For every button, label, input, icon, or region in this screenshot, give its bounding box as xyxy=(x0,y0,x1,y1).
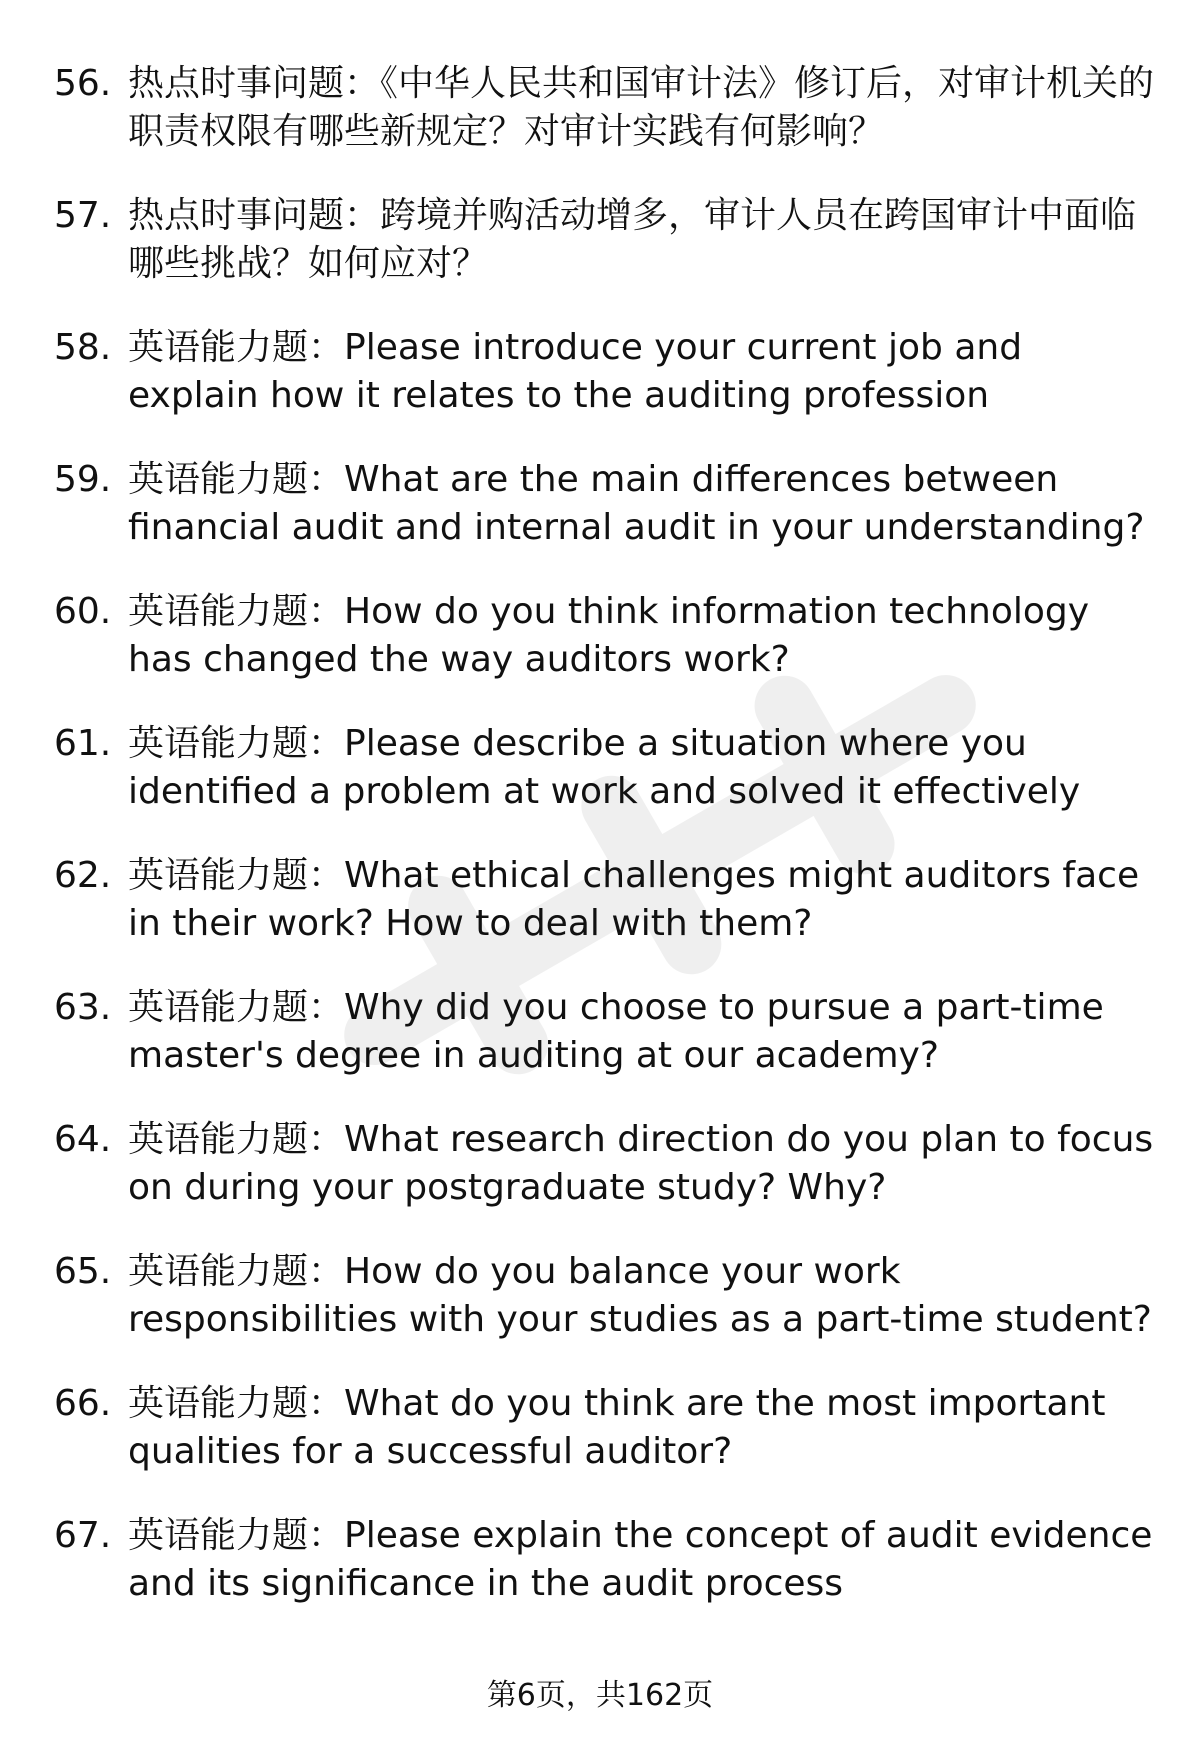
question-item xyxy=(0,984,1200,1116)
question-item xyxy=(0,60,1200,192)
page-number-label: 第6页，共162页 xyxy=(486,1678,714,1713)
question-number: 56. xyxy=(54,63,112,104)
question-item xyxy=(0,1512,1200,1644)
question-number: 60. xyxy=(54,591,112,632)
question-list xyxy=(0,60,1200,1644)
question-number: 57. xyxy=(54,195,112,236)
question-text: 英语能力题：Please explain the concept of audit evidence and its significance in the audit process xyxy=(128,1515,1153,1604)
question-item xyxy=(0,852,1200,984)
question-item xyxy=(0,1116,1200,1248)
page-footer xyxy=(0,1676,1200,1716)
question-item xyxy=(0,324,1200,456)
question-number: 62. xyxy=(54,855,112,896)
question-item xyxy=(0,456,1200,588)
question-item xyxy=(0,192,1200,324)
question-number: 58. xyxy=(54,327,112,368)
question-text: 英语能力题：How do you balance your work responsibilities with your studies as a part-time student? xyxy=(128,1251,1152,1340)
question-text: 英语能力题：What are the main differences between financial audit and internal audit in your understanding? xyxy=(128,459,1145,548)
question-item xyxy=(0,588,1200,720)
question-number: 67. xyxy=(54,1515,112,1556)
question-text: 英语能力题：Please describe a situation where you identified a problem at work and solved it effectively xyxy=(128,723,1081,812)
question-text: 英语能力题：What ethical challenges might auditors face in their work? How to deal with them? xyxy=(128,855,1140,944)
question-number: 63. xyxy=(54,987,112,1028)
question-item xyxy=(0,1248,1200,1380)
question-item xyxy=(0,720,1200,852)
question-text: 热点时事问题：跨境并购活动增多，审计人员在跨国审计中面临哪些挑战？如何应对？ xyxy=(128,195,1137,284)
question-text: 英语能力题：Please introduce your current job and explain how it relates to the auditing profession xyxy=(128,327,1023,416)
question-text: 热点时事问题：《中华人民共和国审计法》修订后，对审计机关的职责权限有哪些新规定？对审计实践有何影响？ xyxy=(128,63,1155,152)
question-text: 英语能力题：How do you think information technology has changed the way auditors work? xyxy=(128,591,1090,680)
question-number: 66. xyxy=(54,1383,112,1424)
question-text: 英语能力题：What research direction do you plan to focus on during your postgraduate study? Why? xyxy=(128,1119,1154,1208)
question-number: 59. xyxy=(54,459,112,500)
question-text: 英语能力题：Why did you choose to pursue a part-time master's degree in auditing at our academy? xyxy=(128,987,1104,1076)
question-number: 64. xyxy=(54,1119,112,1160)
question-number: 65. xyxy=(54,1251,112,1292)
question-text: 英语能力题：What do you think are the most important qualities for a successful auditor? xyxy=(128,1383,1106,1472)
question-item xyxy=(0,1380,1200,1512)
question-number: 61. xyxy=(54,723,112,764)
